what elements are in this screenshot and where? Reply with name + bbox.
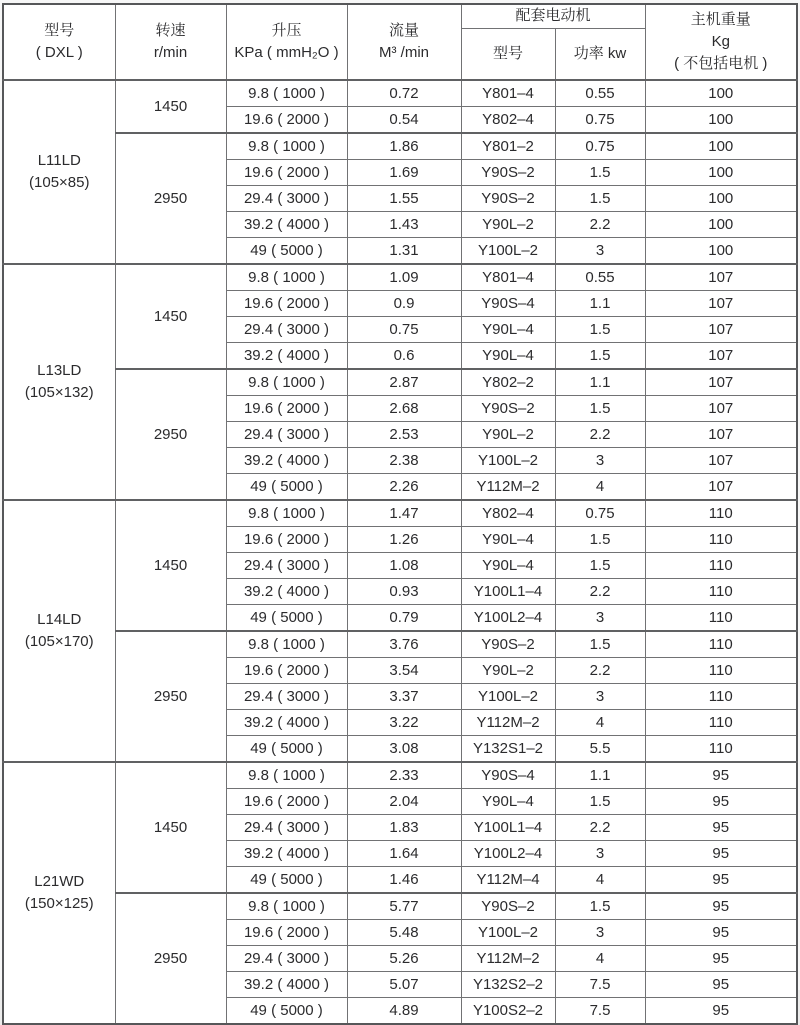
motor-model-cell: Y802–4 (461, 500, 555, 527)
header-pressure (226, 4, 347, 80)
motor-power-cell: 1.5 (555, 160, 645, 186)
pressure-cell: 39.2 ( 4000 ) (226, 710, 347, 736)
table-header (3, 4, 797, 80)
motor-model-cell: Y90S–2 (461, 160, 555, 186)
motor-model-cell: Y112M–2 (461, 946, 555, 972)
flow-cell: 0.93 (347, 579, 461, 605)
pressure-cell: 39.2 ( 4000 ) (226, 448, 347, 474)
motor-power-cell: 4 (555, 710, 645, 736)
weight-cell: 110 (645, 658, 797, 684)
flow-cell: 3.54 (347, 658, 461, 684)
flow-cell: 5.07 (347, 972, 461, 998)
weight-cell: 110 (645, 553, 797, 579)
pressure-cell: 9.8 ( 1000 ) (226, 631, 347, 658)
header-motor-group: 配套电动机 (461, 4, 645, 28)
motor-power-cell: 1.1 (555, 762, 645, 789)
motor-model-cell: Y100L1–4 (461, 815, 555, 841)
flow-cell: 0.54 (347, 107, 461, 134)
weight-cell: 110 (645, 631, 797, 658)
motor-model-cell: Y90S–4 (461, 762, 555, 789)
weight-cell: 95 (645, 815, 797, 841)
weight-cell: 110 (645, 605, 797, 632)
pressure-cell: 29.4 ( 3000 ) (226, 422, 347, 448)
motor-power-cell: 3 (555, 920, 645, 946)
pressure-cell: 49 ( 5000 ) (226, 998, 347, 1025)
pressure-cell: 49 ( 5000 ) (226, 238, 347, 265)
motor-power-cell: 2.2 (555, 658, 645, 684)
flow-cell: 2.87 (347, 369, 461, 396)
motor-power-cell: 2.2 (555, 422, 645, 448)
model-cell (3, 264, 115, 500)
flow-cell: 2.38 (347, 448, 461, 474)
pressure-cell: 29.4 ( 3000 ) (226, 815, 347, 841)
weight-cell: 100 (645, 212, 797, 238)
flow-cell: 1.47 (347, 500, 461, 527)
header-motor-power: 功率 kw (555, 28, 645, 80)
flow-cell: 2.33 (347, 762, 461, 789)
weight-cell: 95 (645, 998, 797, 1025)
motor-model-cell: Y100L–2 (461, 448, 555, 474)
pressure-cell: 49 ( 5000 ) (226, 736, 347, 763)
flow-cell: 1.55 (347, 186, 461, 212)
motor-power-cell: 2.2 (555, 579, 645, 605)
motor-power-cell: 1.5 (555, 527, 645, 553)
flow-cell: 2.26 (347, 474, 461, 501)
motor-power-cell: 0.75 (555, 500, 645, 527)
pressure-cell: 9.8 ( 1000 ) (226, 264, 347, 291)
motor-power-cell: 3 (555, 605, 645, 632)
weight-cell: 110 (645, 527, 797, 553)
motor-model-cell: Y100L–2 (461, 684, 555, 710)
pressure-cell: 9.8 ( 1000 ) (226, 369, 347, 396)
motor-power-cell: 1.5 (555, 553, 645, 579)
motor-model-cell: Y100L2–4 (461, 841, 555, 867)
flow-cell: 0.6 (347, 343, 461, 370)
flow-cell: 1.43 (347, 212, 461, 238)
weight-cell: 107 (645, 369, 797, 396)
model-size: (105×170) (24, 633, 94, 650)
motor-model-cell: Y132S1–2 (461, 736, 555, 763)
speed-cell: 2950 (115, 631, 226, 762)
motor-model-cell: Y90L–4 (461, 317, 555, 343)
header-speed (115, 4, 226, 80)
pressure-cell: 19.6 ( 2000 ) (226, 107, 347, 134)
motor-model-cell: Y90S–2 (461, 186, 555, 212)
pressure-cell: 39.2 ( 4000 ) (226, 343, 347, 370)
motor-power-cell: 4 (555, 474, 645, 501)
motor-model-cell: Y132S2–2 (461, 972, 555, 998)
motor-power-cell: 2.2 (555, 815, 645, 841)
header-weight-line3: ( 不包括电机 ) (674, 54, 768, 72)
motor-model-cell: Y112M–4 (461, 867, 555, 894)
header-pressure-line2: KPa ( mmH₂O ) (234, 44, 339, 61)
flow-cell: 1.31 (347, 238, 461, 265)
weight-cell: 95 (645, 920, 797, 946)
pressure-cell: 29.4 ( 3000 ) (226, 317, 347, 343)
flow-cell: 2.53 (347, 422, 461, 448)
flow-cell: 5.48 (347, 920, 461, 946)
weight-cell: 100 (645, 160, 797, 186)
table-row (3, 500, 797, 527)
flow-cell: 1.64 (347, 841, 461, 867)
weight-cell: 107 (645, 264, 797, 291)
motor-power-cell: 1.5 (555, 396, 645, 422)
motor-power-cell: 7.5 (555, 998, 645, 1025)
table-row (3, 264, 797, 291)
weight-cell: 95 (645, 789, 797, 815)
motor-model-cell: Y90S–2 (461, 631, 555, 658)
model-cell (3, 80, 115, 264)
pressure-cell: 19.6 ( 2000 ) (226, 920, 347, 946)
table-body (3, 80, 797, 1024)
header-model-line1: 型号 (44, 22, 75, 40)
weight-cell: 107 (645, 422, 797, 448)
pressure-cell: 19.6 ( 2000 ) (226, 160, 347, 186)
motor-model-cell: Y100L1–4 (461, 579, 555, 605)
motor-model-cell: Y90S–4 (461, 291, 555, 317)
weight-cell: 95 (645, 867, 797, 894)
header-motor-model: 型号 (461, 28, 555, 80)
pressure-cell: 39.2 ( 4000 ) (226, 841, 347, 867)
weight-cell: 95 (645, 946, 797, 972)
motor-power-cell: 1.5 (555, 186, 645, 212)
motor-model-cell: Y90L–2 (461, 658, 555, 684)
model-size: (150×125) (24, 895, 94, 912)
weight-cell: 100 (645, 80, 797, 107)
motor-power-cell: 1.5 (555, 317, 645, 343)
motor-power-cell: 1.1 (555, 291, 645, 317)
weight-cell: 107 (645, 343, 797, 370)
header-weight-line1: 主机重量 (690, 11, 751, 29)
flow-cell: 1.46 (347, 867, 461, 894)
flow-cell: 0.79 (347, 605, 461, 632)
pressure-cell: 19.6 ( 2000 ) (226, 396, 347, 422)
flow-cell: 1.69 (347, 160, 461, 186)
flow-cell: 2.04 (347, 789, 461, 815)
motor-power-cell: 3 (555, 841, 645, 867)
model-name: L21WD (34, 872, 85, 890)
speed-cell: 2950 (115, 369, 226, 500)
header-weight-line2: Kg (711, 33, 730, 51)
motor-power-cell: 2.2 (555, 212, 645, 238)
model-size: (105×132) (24, 384, 94, 401)
model-cell (3, 500, 115, 762)
header-flow-line1: 流量 (388, 22, 419, 40)
flow-cell: 0.75 (347, 317, 461, 343)
weight-cell: 110 (645, 684, 797, 710)
flow-cell: 3.22 (347, 710, 461, 736)
flow-cell: 0.72 (347, 80, 461, 107)
speed-cell: 2950 (115, 133, 226, 264)
pressure-cell: 29.4 ( 3000 ) (226, 684, 347, 710)
weight-cell: 110 (645, 579, 797, 605)
speed-cell: 1450 (115, 762, 226, 893)
motor-model-cell: Y100S2–2 (461, 998, 555, 1025)
motor-model-cell: Y802–4 (461, 107, 555, 134)
pressure-cell: 39.2 ( 4000 ) (226, 212, 347, 238)
pressure-cell: 19.6 ( 2000 ) (226, 291, 347, 317)
pressure-cell: 39.2 ( 4000 ) (226, 579, 347, 605)
motor-model-cell: Y802–2 (461, 369, 555, 396)
header-weight (645, 4, 797, 80)
motor-model-cell: Y801–2 (461, 133, 555, 160)
header-model-line2: ( DXL ) (35, 44, 83, 61)
header-flow (347, 4, 461, 80)
header-pressure-line1: 升压 (271, 22, 302, 40)
flow-cell: 2.68 (347, 396, 461, 422)
flow-cell: 4.89 (347, 998, 461, 1025)
motor-power-cell: 4 (555, 867, 645, 894)
pressure-cell: 49 ( 5000 ) (226, 867, 347, 894)
motor-power-cell: 5.5 (555, 736, 645, 763)
flow-cell: 3.76 (347, 631, 461, 658)
table-row (3, 762, 797, 789)
weight-cell: 107 (645, 448, 797, 474)
motor-power-cell: 0.75 (555, 133, 645, 160)
flow-cell: 3.08 (347, 736, 461, 763)
motor-power-cell: 3 (555, 238, 645, 265)
table-row (3, 631, 797, 658)
flow-cell: 1.08 (347, 553, 461, 579)
pressure-cell: 49 ( 5000 ) (226, 605, 347, 632)
pressure-cell: 9.8 ( 1000 ) (226, 133, 347, 160)
table-row (3, 369, 797, 396)
motor-power-cell: 3 (555, 448, 645, 474)
weight-cell: 100 (645, 238, 797, 265)
motor-model-cell: Y90L–4 (461, 789, 555, 815)
flow-cell: 1.83 (347, 815, 461, 841)
model-name: L13LD (37, 361, 82, 379)
model-cell (3, 762, 115, 1024)
weight-cell: 107 (645, 291, 797, 317)
weight-cell: 95 (645, 841, 797, 867)
pressure-cell: 29.4 ( 3000 ) (226, 186, 347, 212)
table-row (3, 80, 797, 107)
weight-cell: 100 (645, 133, 797, 160)
motor-model-cell: Y112M–2 (461, 474, 555, 501)
motor-power-cell: 0.55 (555, 80, 645, 107)
pressure-cell: 9.8 ( 1000 ) (226, 80, 347, 107)
motor-power-cell: 1.5 (555, 893, 645, 920)
weight-cell: 107 (645, 317, 797, 343)
flow-cell: 1.86 (347, 133, 461, 160)
blower-spec-table (2, 3, 798, 1025)
motor-power-cell: 1.5 (555, 343, 645, 370)
motor-model-cell: Y90L–4 (461, 553, 555, 579)
table-row (3, 893, 797, 920)
motor-model-cell: Y90L–4 (461, 343, 555, 370)
motor-model-cell: Y100L2–4 (461, 605, 555, 632)
motor-model-cell: Y112M–2 (461, 710, 555, 736)
pressure-cell: 19.6 ( 2000 ) (226, 789, 347, 815)
speed-cell: 2950 (115, 893, 226, 1024)
motor-model-cell: Y90L–2 (461, 422, 555, 448)
flow-cell: 3.37 (347, 684, 461, 710)
table-row (3, 133, 797, 160)
weight-cell: 110 (645, 500, 797, 527)
header-flow-line2: M³ /min (379, 44, 429, 61)
motor-power-cell: 0.55 (555, 264, 645, 291)
motor-model-cell: Y100L–2 (461, 920, 555, 946)
pressure-cell: 9.8 ( 1000 ) (226, 500, 347, 527)
pressure-cell: 39.2 ( 4000 ) (226, 972, 347, 998)
motor-model-cell: Y90S–2 (461, 396, 555, 422)
header-model (3, 4, 115, 80)
weight-cell: 100 (645, 186, 797, 212)
pressure-cell: 49 ( 5000 ) (226, 474, 347, 501)
motor-model-cell: Y90L–2 (461, 212, 555, 238)
flow-cell: 0.9 (347, 291, 461, 317)
pressure-cell: 9.8 ( 1000 ) (226, 762, 347, 789)
speed-cell: 1450 (115, 264, 226, 369)
weight-cell: 107 (645, 396, 797, 422)
motor-power-cell: 1.5 (555, 789, 645, 815)
motor-power-cell: 7.5 (555, 972, 645, 998)
speed-cell: 1450 (115, 80, 226, 133)
motor-power-cell: 1.1 (555, 369, 645, 396)
weight-cell: 95 (645, 762, 797, 789)
weight-cell: 95 (645, 972, 797, 998)
header-speed-line2: r/min (153, 44, 188, 61)
model-size: (105×85) (29, 174, 90, 191)
pressure-cell: 19.6 ( 2000 ) (226, 527, 347, 553)
flow-cell: 5.77 (347, 893, 461, 920)
motor-power-cell: 1.5 (555, 631, 645, 658)
pressure-cell: 9.8 ( 1000 ) (226, 893, 347, 920)
motor-model-cell: Y90L–4 (461, 527, 555, 553)
motor-model-cell: Y801–4 (461, 80, 555, 107)
motor-power-cell: 4 (555, 946, 645, 972)
flow-cell: 5.26 (347, 946, 461, 972)
pressure-cell: 29.4 ( 3000 ) (226, 946, 347, 972)
motor-power-cell: 0.75 (555, 107, 645, 134)
weight-cell: 107 (645, 474, 797, 501)
weight-cell: 100 (645, 107, 797, 134)
pressure-cell: 29.4 ( 3000 ) (226, 553, 347, 579)
model-name: L14LD (37, 610, 82, 628)
flow-cell: 1.26 (347, 527, 461, 553)
weight-cell: 95 (645, 893, 797, 920)
weight-cell: 110 (645, 736, 797, 763)
header-speed-line1: 转速 (155, 22, 186, 40)
speed-cell: 1450 (115, 500, 226, 631)
weight-cell: 110 (645, 710, 797, 736)
motor-model-cell: Y90S–2 (461, 893, 555, 920)
motor-model-cell: Y801–4 (461, 264, 555, 291)
pressure-cell: 19.6 ( 2000 ) (226, 658, 347, 684)
motor-model-cell: Y100L–2 (461, 238, 555, 265)
model-name: L11LD (37, 151, 81, 169)
flow-cell: 1.09 (347, 264, 461, 291)
motor-power-cell: 3 (555, 684, 645, 710)
